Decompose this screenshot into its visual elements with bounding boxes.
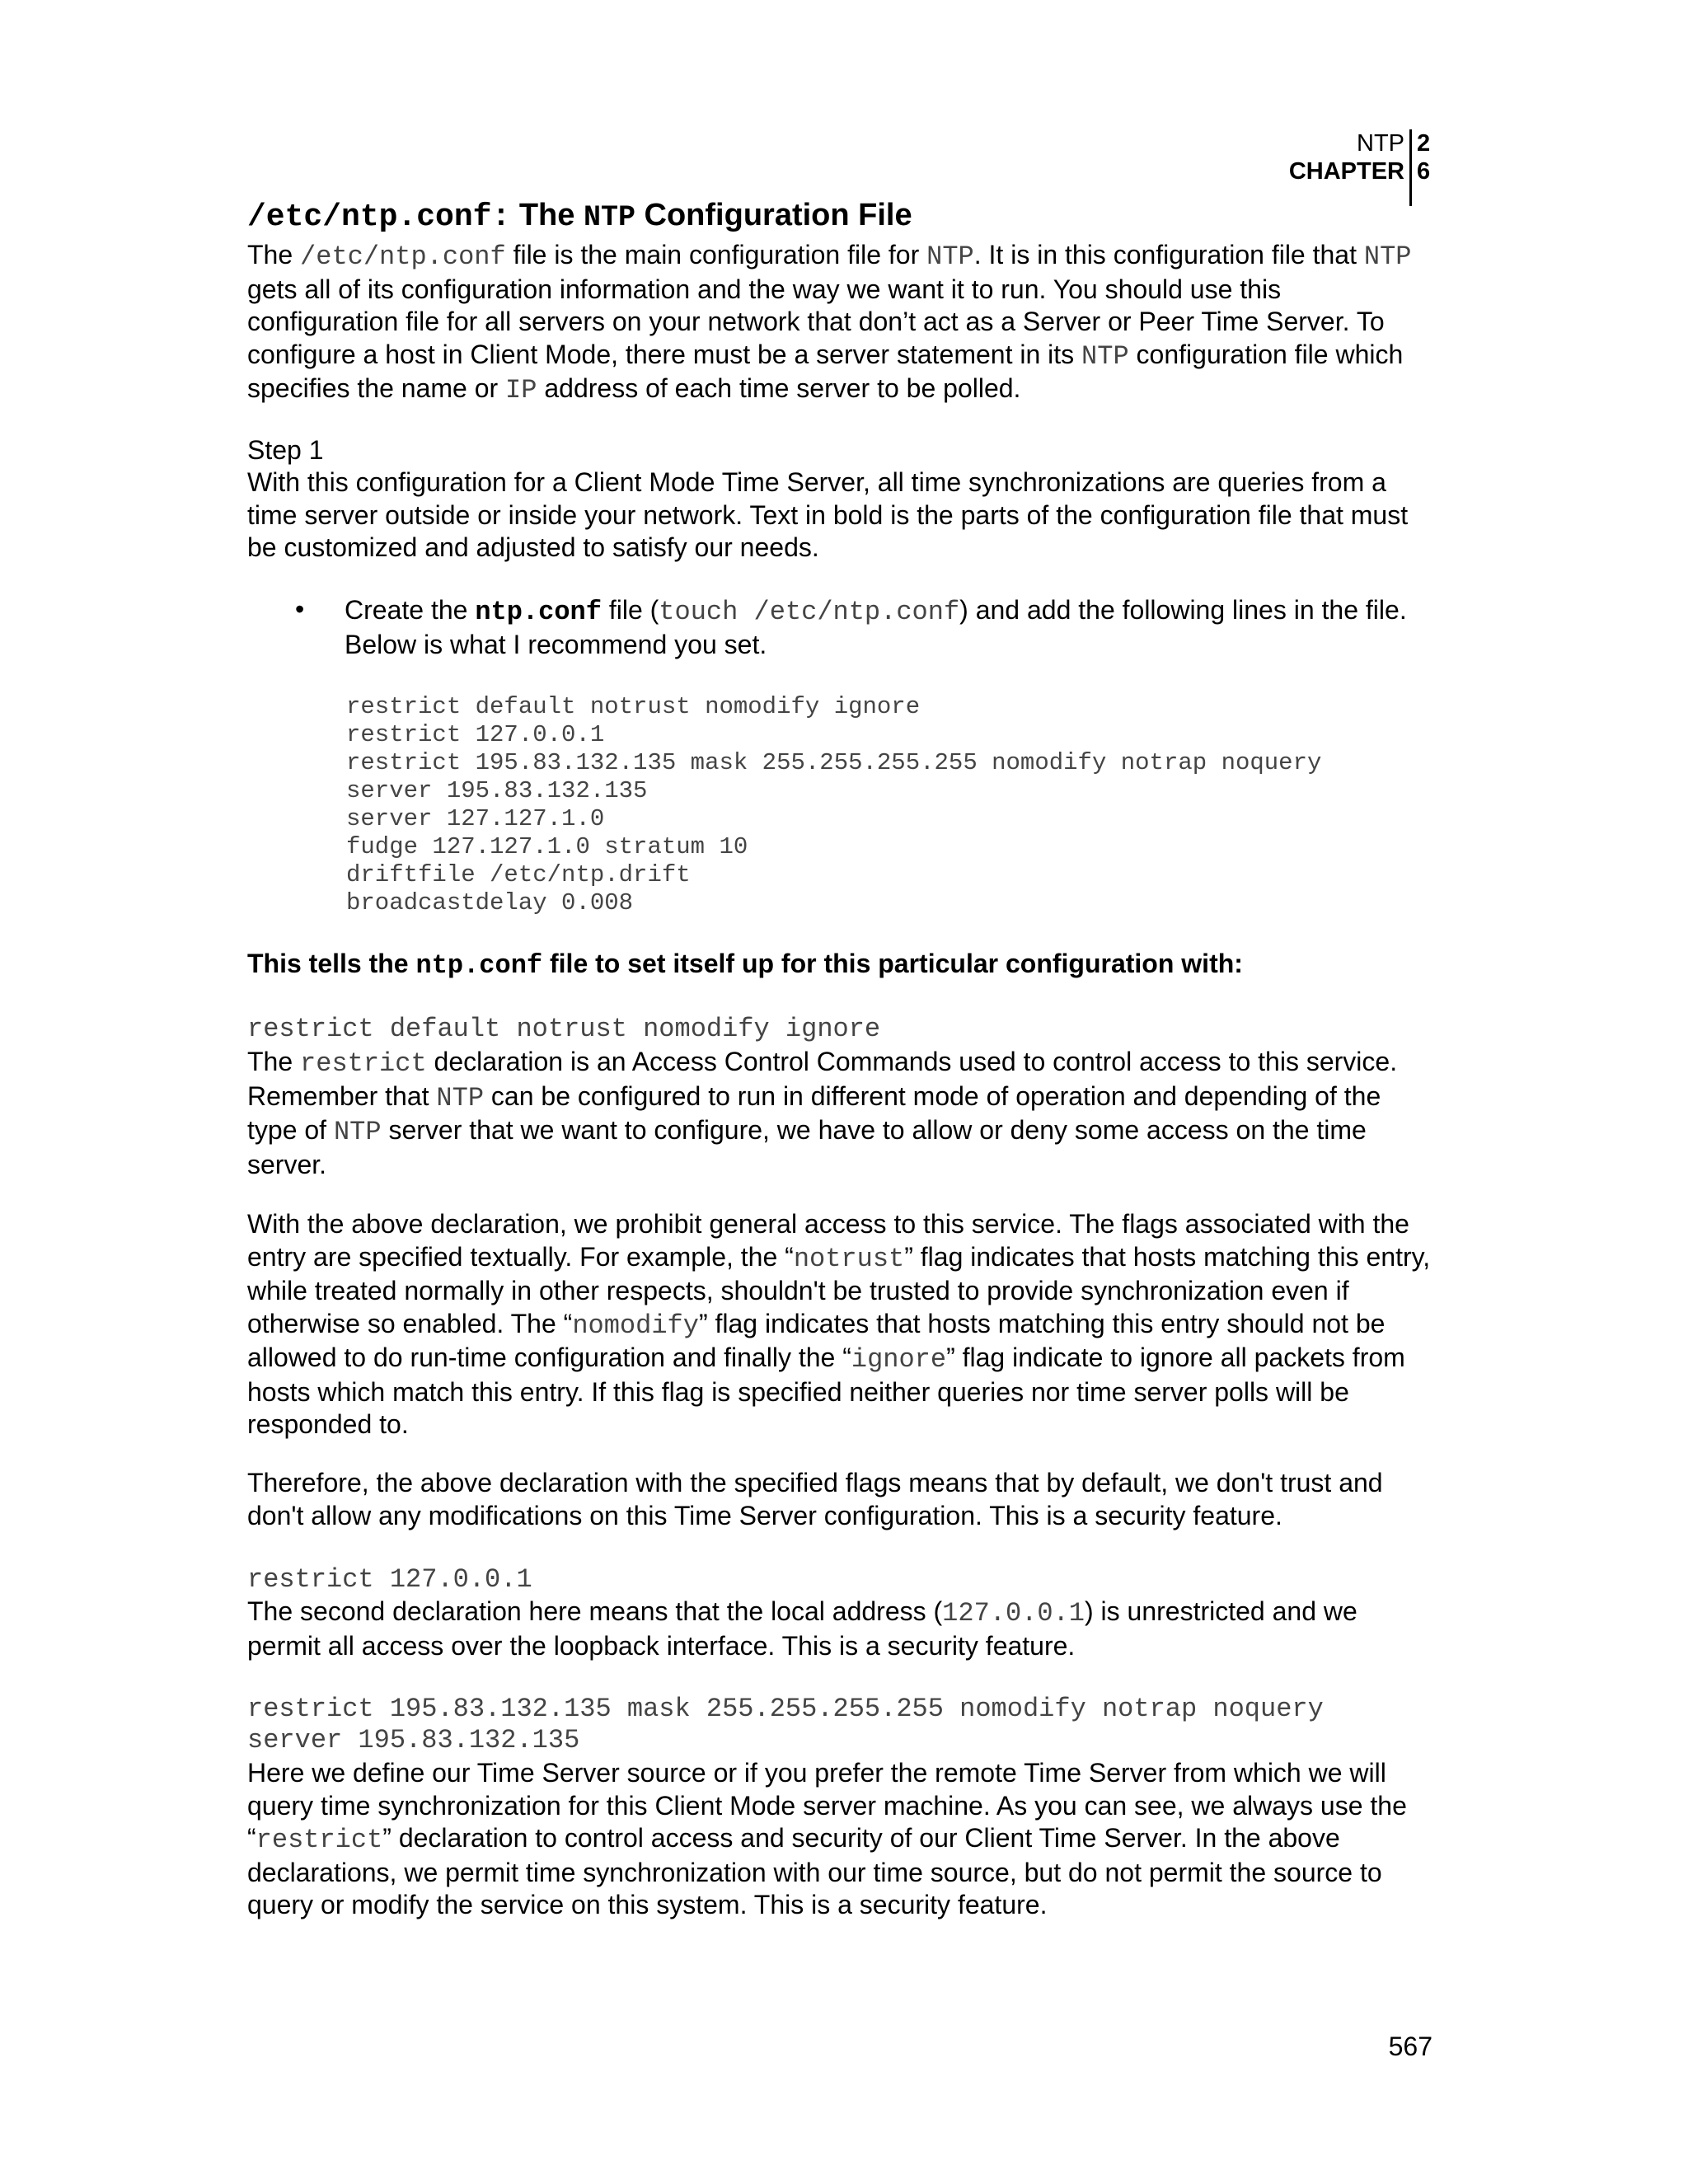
decl1-code-ntp: NTP: [333, 1117, 382, 1147]
decl1-code-ntp: NTP: [436, 1082, 485, 1113]
intro-code-ntp: NTP: [926, 241, 974, 272]
decl1-text: ” flag indicates that hosts matching this entry, while treated normally in other respects, shouldn't be trusted to provide synchronization even if otherwise so enabled. The “: [247, 1241, 1431, 1338]
decl1-paragraph-3: Therefore, the above declaration with the specified flags means that by default, we don't trust and don't allow any modifications on this Time Server configuration. This is a security feature.: [247, 1468, 1383, 1530]
decl1-code-notrust: notrust: [793, 1243, 905, 1274]
decl1-code-nomodify: nomodify: [572, 1310, 699, 1341]
header-chapter-label: CHAPTER: [1288, 158, 1404, 185]
intro-text: gets all of its configuration information and the way we want it to run. You should use this configuration file for all servers on your network that don’t act as a Server or Peer Time Server. To configure a host in Client Mode, there must be a server statement in its: [247, 274, 1385, 369]
header-chapter-digit-1: 2: [1417, 130, 1431, 157]
intro-code-ntp: NTP: [1363, 241, 1412, 272]
decl1-text: declaration is an Access Control Commands used to control access to this service. Remember that: [247, 1047, 1398, 1111]
section-title-the: The: [518, 198, 575, 232]
bold-intro-text: file to set itself up for this particular configuration with:: [550, 949, 1243, 978]
bold-intro-text: This tells the: [247, 949, 409, 978]
decl1-text: With the above declaration, we prohibit general access to this service. The flags associated with the entry are specified textually. For example, the “: [247, 1209, 1409, 1272]
decl1-text: The: [247, 1047, 293, 1076]
step-paragraph: With this configuration for a Client Mode Time Server, all time synchronizations are queries from a time server outside or inside your network. Text in bold is the parts of the configuration file that must be customized and adjusted to satisfy our needs.: [247, 467, 1409, 562]
intro-text: The: [247, 240, 293, 269]
decl1-text: ” flag indicates that hosts matching this entry should not be allowed to do run-time configuration and finally the “: [247, 1308, 1386, 1372]
bullet-code-command: touch /etc/ntp.conf: [659, 597, 960, 627]
bullet-text: Create the: [345, 595, 468, 625]
bullet-code-file: ntp.conf: [475, 597, 602, 627]
decl1-code: restrict default notrust nomodify ignore: [247, 1014, 881, 1044]
intro-code-ip: IP: [505, 375, 537, 405]
bold-intro: [247, 948, 1434, 982]
intro-text: configuration file which specifies the name or: [247, 339, 1404, 403]
code-block: restrict default notrust nomodify ignore restrict 127.0.0.1 restrict 195.83.132.135 mask 255.255.255.255 nomodify notrap noquery server 195.83.132.135 server 127.127.1.0 fudge 127.127.1.0 stratum 10 driftfile /etc/ntp.drift broadcastdelay 0.008: [346, 693, 1322, 916]
decl3-text: ” declaration to control access and security of our Client Time Server. In the above declarations, we permit time synchronization with our time source, but do not permit the source to query or modify the service on this system. This is a security feature.: [247, 1823, 1382, 1919]
section-title-path: /etc/ntp.conf:: [247, 199, 511, 235]
page-number: 567: [1388, 2032, 1432, 2061]
bold-intro-code: ntp.conf: [415, 950, 543, 981]
header-section-label: NTP: [1357, 130, 1404, 157]
intro-text: file is the main configuration file for: [513, 240, 920, 269]
bullet-text: file (: [608, 595, 659, 625]
decl3-code-server: server 195.83.132.135: [247, 1725, 580, 1755]
decl3-text: Here we define our Time Server source or if you prefer the remote Time Server from which we will query time synchronization for this Client Mode server machine. As you can see, we always use the “: [247, 1758, 1407, 1853]
decl1-paragraph-2: [247, 1208, 1434, 1441]
bullet-marker: •: [295, 594, 305, 624]
section-title-ntp: NTP: [583, 201, 635, 234]
bullet-item: [345, 594, 1408, 661]
bullet-text: ) and add the following lines in the file. Below is what I recommend you set.: [345, 595, 1407, 659]
decl2-text: The second declaration here means that the local address (: [247, 1596, 943, 1626]
decl3-code-restrict: restrict: [256, 1825, 383, 1855]
decl2-code-address: 127.0.0.1: [942, 1598, 1085, 1629]
step-label: Step 1: [247, 435, 324, 465]
decl2-text: ) is unrestricted and we permit all access over the loopback interface. This is a security feature.: [247, 1596, 1357, 1661]
header-divider: [1409, 129, 1412, 206]
decl2-paragraph: [247, 1596, 1434, 1662]
decl2-code: restrict 127.0.0.1: [247, 1564, 532, 1595]
decl1-text: ” flag indicate to ignore all packets from hosts which match this entry. If this flag is specified neither queries nor time server polls will be responded to.: [247, 1343, 1405, 1439]
decl1-text: server that we want to configure, we have to allow or deny some access on the time server.: [247, 1115, 1367, 1179]
intro-code-ntp: NTP: [1081, 340, 1129, 372]
intro-text: address of each time server to be polled.: [544, 373, 1021, 403]
header-chapter-digit-2: 6: [1417, 158, 1431, 185]
section-title-rest: Configuration File: [644, 198, 912, 232]
decl1-paragraph-1: [247, 1046, 1434, 1181]
decl3-code-restrict: restrict 195.83.132.135 mask 255.255.255.255 nomodify notrap noquery: [247, 1694, 1324, 1724]
decl1-text: can be configured to run in different mode of operation and depending of the type of: [247, 1080, 1381, 1145]
decl3-paragraph: [247, 1757, 1434, 1922]
intro-code-path: /etc/ntp.conf: [300, 241, 506, 272]
decl1-code-ignore: ignore: [851, 1344, 947, 1375]
decl1-code-restrict: restrict: [300, 1048, 427, 1079]
intro-text: . It is in this configuration file that: [973, 240, 1357, 269]
section-title: [247, 198, 912, 235]
intro-paragraph: [247, 239, 1434, 407]
